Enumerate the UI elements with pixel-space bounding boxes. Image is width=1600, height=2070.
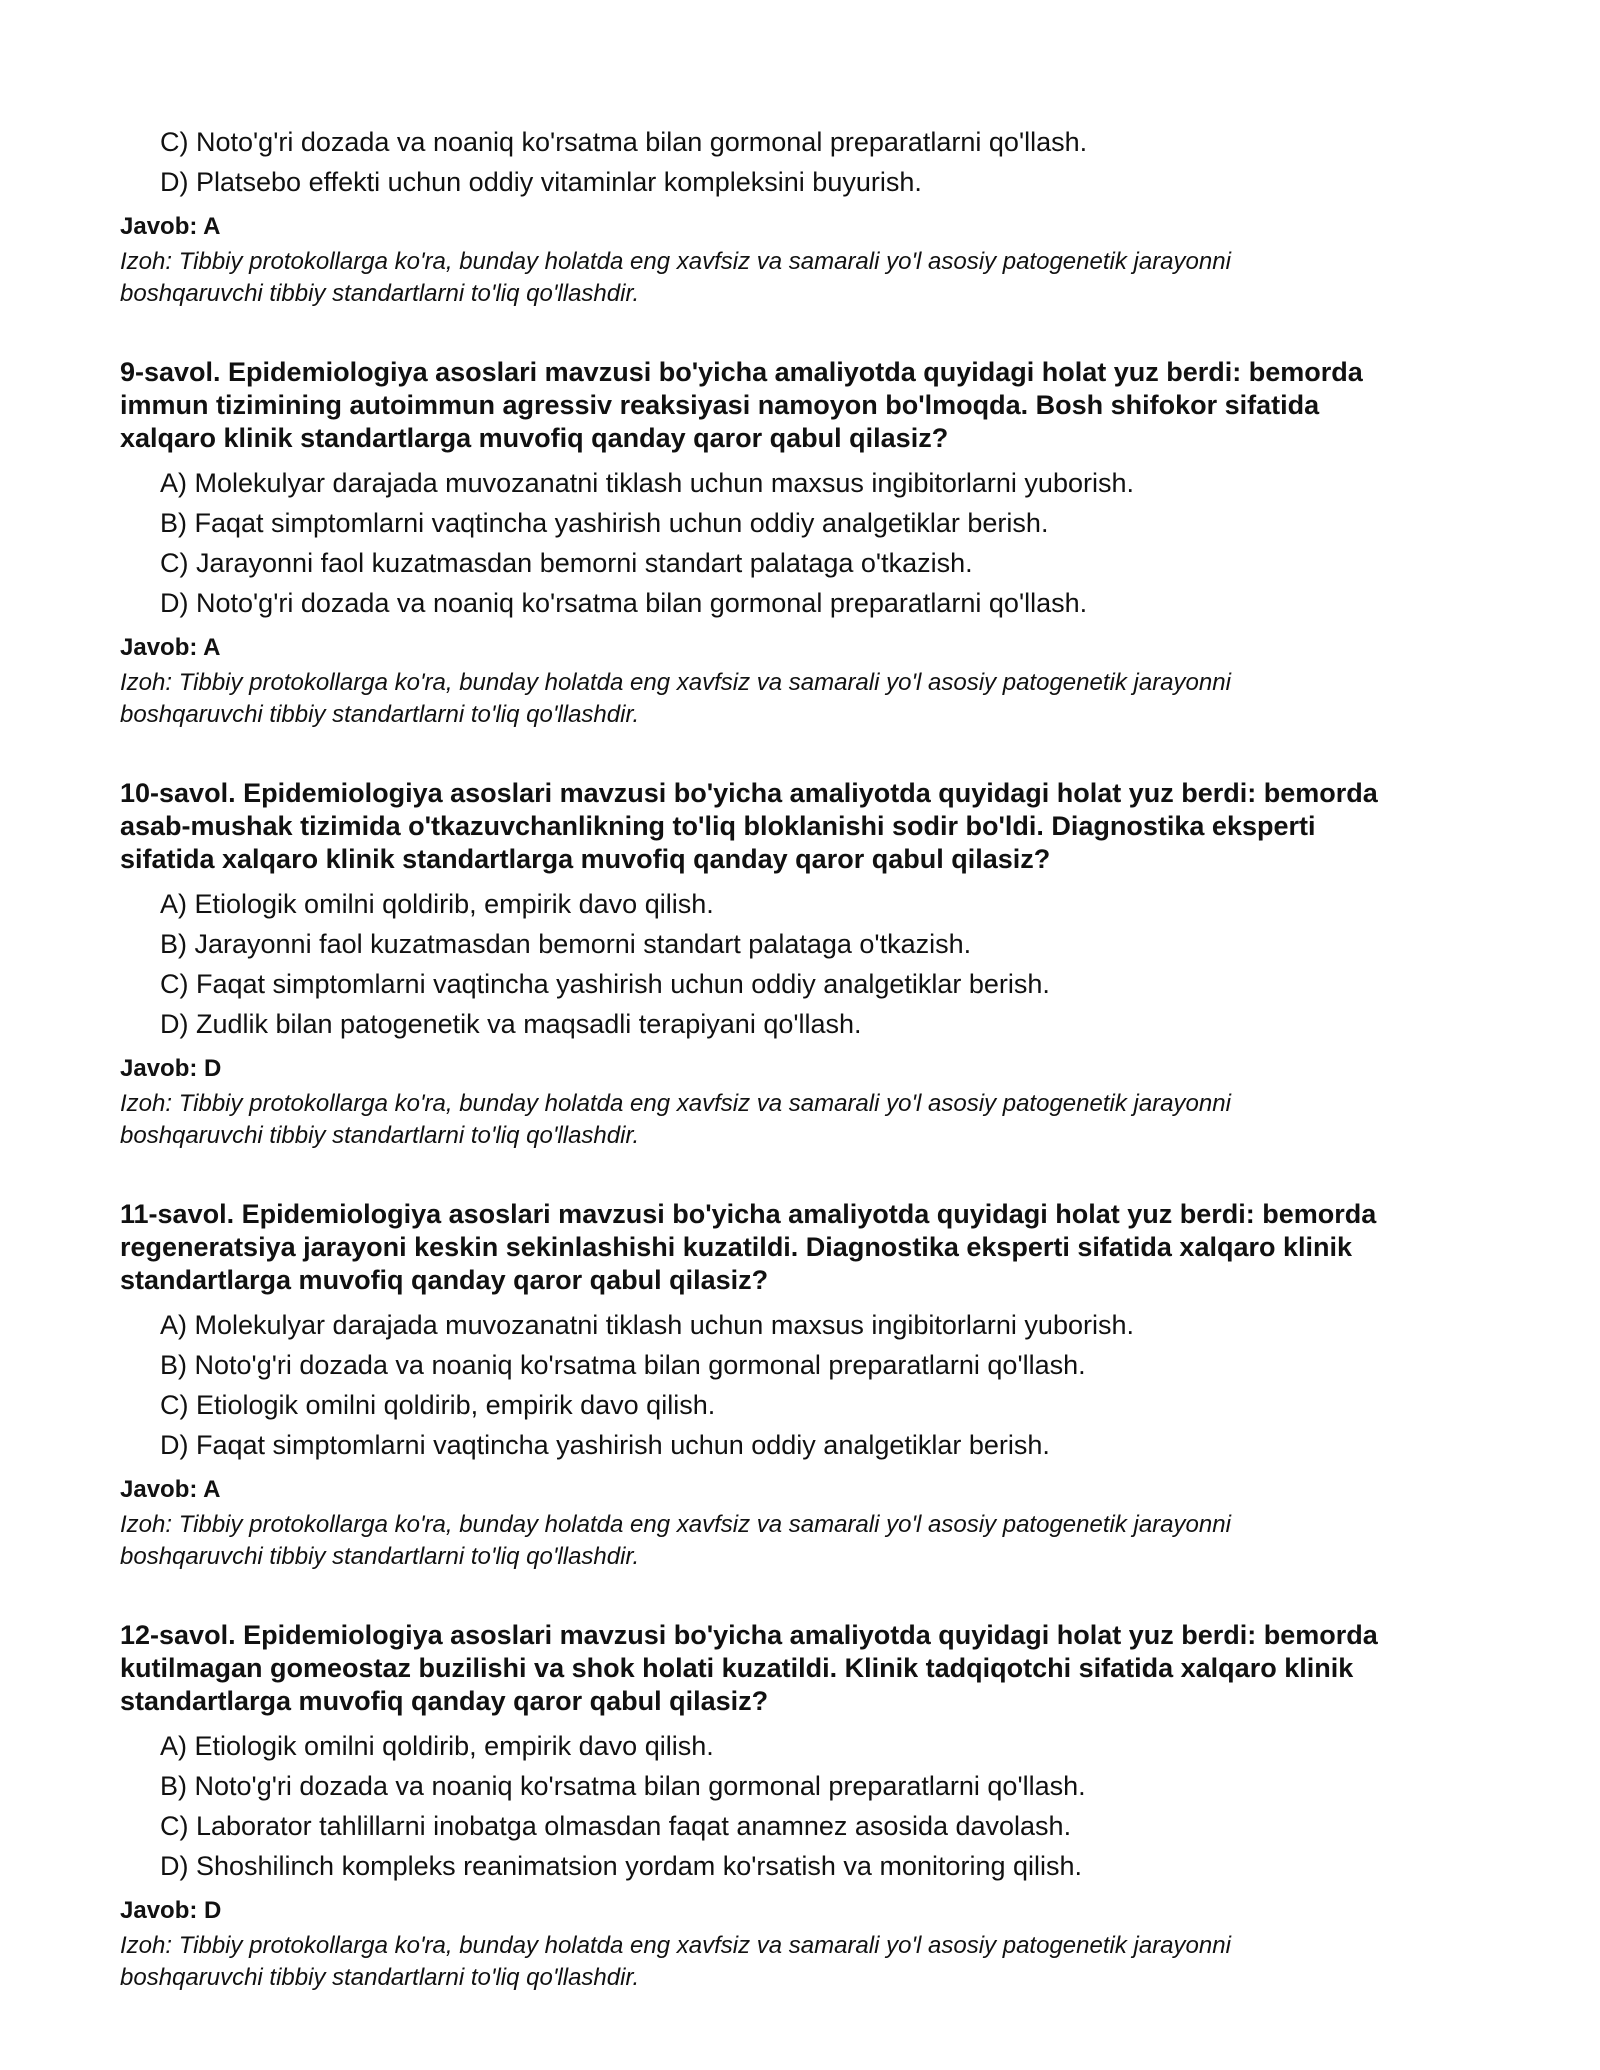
- explanation-note: [120, 1088, 1480, 1152]
- answer-label: Javob: D: [120, 1055, 222, 1082]
- question-12: [120, 1619, 1480, 1994]
- option-a: A) Etiologik omilni qoldirib, empirik davo qilish.: [160, 889, 714, 919]
- option-b: B) Noto'g'ri dozada va noaniq ko'rsatma bilan gormonal preparatlarni qo'llash.: [160, 1350, 1086, 1380]
- option-c: C) Etiologik omilni qoldirib, empirik davo qilish.: [160, 1390, 716, 1420]
- explanation-line-1: Izoh: Tibbiy protokollarga ko'ra, bunday holatda eng xavfsiz va samarali yo'l asosiy patogenetik jarayonni: [120, 1932, 1231, 1959]
- explanation-line-2: boshqaruvchi tibbiy standartlarni to'liq qo'llashdir.: [120, 1543, 640, 1570]
- question-11: [120, 1198, 1480, 1573]
- question-line-3: xalqaro klinik standartlarga muvofiq qanday qaror qabul qilasiz?: [120, 423, 949, 453]
- explanation-line-2: boshqaruvchi tibbiy standartlarni to'liq qo'llashdir.: [120, 1122, 640, 1149]
- question-line-2: regeneratsiya jarayoni keskin sekinlashishi kuzatildi. Diagnostika eksperti sifatida xalqaro klinik: [120, 1232, 1353, 1262]
- question-line-1: 11-savol. Epidemiologiya asoslari mavzusi bo'yicha amaliyotda quyidagi holat yuz berdi: bemorda: [120, 1199, 1377, 1229]
- answer-label: Javob: A: [120, 1476, 221, 1503]
- option-c: C) Laborator tahlillarni inobatga olmasdan faqat anamnez asosida davolash.: [160, 1811, 1072, 1841]
- option-d: D) Noto'g'ri dozada va noaniq ko'rsatma bilan gormonal preparatlarni qo'llash.: [160, 588, 1088, 618]
- option-c: C) Jarayonni faol kuzatmasdan bemorni standart palataga o'tkazish.: [160, 548, 973, 578]
- question-line-1: 9-savol. Epidemiologiya asoslari mavzusi bo'yicha amaliyotda quyidagi holat yuz berdi: bemorda: [120, 357, 1363, 387]
- answer-label: Javob: A: [120, 213, 221, 240]
- question-line-2: kutilmagan gomeostaz buzilishi va shok holati kuzatildi. Klinik tadqiqotchi sifatida xalqaro klinik: [120, 1653, 1354, 1683]
- explanation-line-1: Izoh: Tibbiy protokollarga ko'ra, bunday holatda eng xavfsiz va samarali yo'l asosiy patogenetik jarayonni: [120, 1511, 1231, 1538]
- question-text: [120, 356, 1480, 455]
- option-c: C) Faqat simptomlarni vaqtincha yashirish uchun oddiy analgetiklar berish.: [160, 969, 1050, 999]
- explanation-line-1: Izoh: Tibbiy protokollarga ko'ra, bunday holatda eng xavfsiz va samarali yo'l asosiy patogenetik jarayonni: [120, 669, 1231, 696]
- option-a: A) Etiologik omilni qoldirib, empirik davo qilish.: [160, 1731, 714, 1761]
- option-d: D) Zudlik bilan patogenetik va maqsadli terapiyani qo'llash.: [160, 1009, 862, 1039]
- question-line-2: immun tizimining autoimmun agressiv reaksiyasi namoyon bo'lmoqda. Bosh shifokor sifatida: [120, 390, 1320, 420]
- explanation-line-1: Izoh: Tibbiy protokollarga ko'ra, bunday holatda eng xavfsiz va samarali yo'l asosiy patogenetik jarayonni: [120, 248, 1231, 275]
- option-d: D) Platsebo effekti uchun oddiy vitaminlar kompleksini buyurish.: [160, 167, 922, 197]
- option-b: B) Faqat simptomlarni vaqtincha yashirish uchun oddiy analgetiklar berish.: [160, 508, 1049, 538]
- explanation-line-2: boshqaruvchi tibbiy standartlarni to'liq qo'llashdir.: [120, 1964, 640, 1991]
- question-10: [120, 777, 1480, 1152]
- explanation-line-2: boshqaruvchi tibbiy standartlarni to'liq qo'llashdir.: [120, 701, 640, 728]
- question-line-1: 10-savol. Epidemiologiya asoslari mavzusi bo'yicha amaliyotda quyidagi holat yuz berdi: bemorda: [120, 778, 1378, 808]
- question-text: [120, 1619, 1480, 1718]
- option-b: B) Noto'g'ri dozada va noaniq ko'rsatma bilan gormonal preparatlarni qo'llash.: [160, 1771, 1086, 1801]
- option-a: A) Molekulyar darajada muvozanatni tiklash uchun maxsus ingibitorlarni yuborish.: [160, 1310, 1134, 1340]
- option-a: A) Molekulyar darajada muvozanatni tiklash uchun maxsus ingibitorlarni yuborish.: [160, 468, 1134, 498]
- question-8-tail: [120, 122, 1480, 310]
- explanation-note: [120, 246, 1480, 310]
- answer-label: Javob: D: [120, 1897, 222, 1924]
- question-line-1: 12-savol. Epidemiologiya asoslari mavzusi bo'yicha amaliyotda quyidagi holat yuz berdi: bemorda: [120, 1620, 1378, 1650]
- question-line-2: asab-mushak tizimida o'tkazuvchanlikning to'liq bloklanishi sodir bo'ldi. Diagnostika eksperti: [120, 811, 1316, 841]
- explanation-note: [120, 1930, 1480, 1994]
- explanation-note: [120, 1509, 1480, 1573]
- question-9: [120, 356, 1480, 731]
- document-page: [120, 122, 1480, 1994]
- answer-label: Javob: A: [120, 634, 221, 661]
- option-d: D) Faqat simptomlarni vaqtincha yashirish uchun oddiy analgetiklar berish.: [160, 1430, 1050, 1460]
- question-line-3: standartlarga muvofiq qanday qaror qabul qilasiz?: [120, 1686, 769, 1716]
- explanation-line-1: Izoh: Tibbiy protokollarga ko'ra, bunday holatda eng xavfsiz va samarali yo'l asosiy patogenetik jarayonni: [120, 1090, 1231, 1117]
- question-text: [120, 777, 1480, 876]
- option-d: D) Shoshilinch kompleks reanimatsion yordam ko'rsatish va monitoring qilish.: [160, 1851, 1083, 1881]
- explanation-line-2: boshqaruvchi tibbiy standartlarni to'liq qo'llashdir.: [120, 280, 640, 307]
- question-line-3: standartlarga muvofiq qanday qaror qabul qilasiz?: [120, 1265, 769, 1295]
- explanation-note: [120, 667, 1480, 731]
- question-line-3: sifatida xalqaro klinik standartlarga muvofiq qanday qaror qabul qilasiz?: [120, 844, 1051, 874]
- question-text: [120, 1198, 1480, 1297]
- option-b: B) Jarayonni faol kuzatmasdan bemorni standart palataga o'tkazish.: [160, 929, 972, 959]
- option-c: C) Noto'g'ri dozada va noaniq ko'rsatma bilan gormonal preparatlarni qo'llash.: [160, 127, 1088, 157]
